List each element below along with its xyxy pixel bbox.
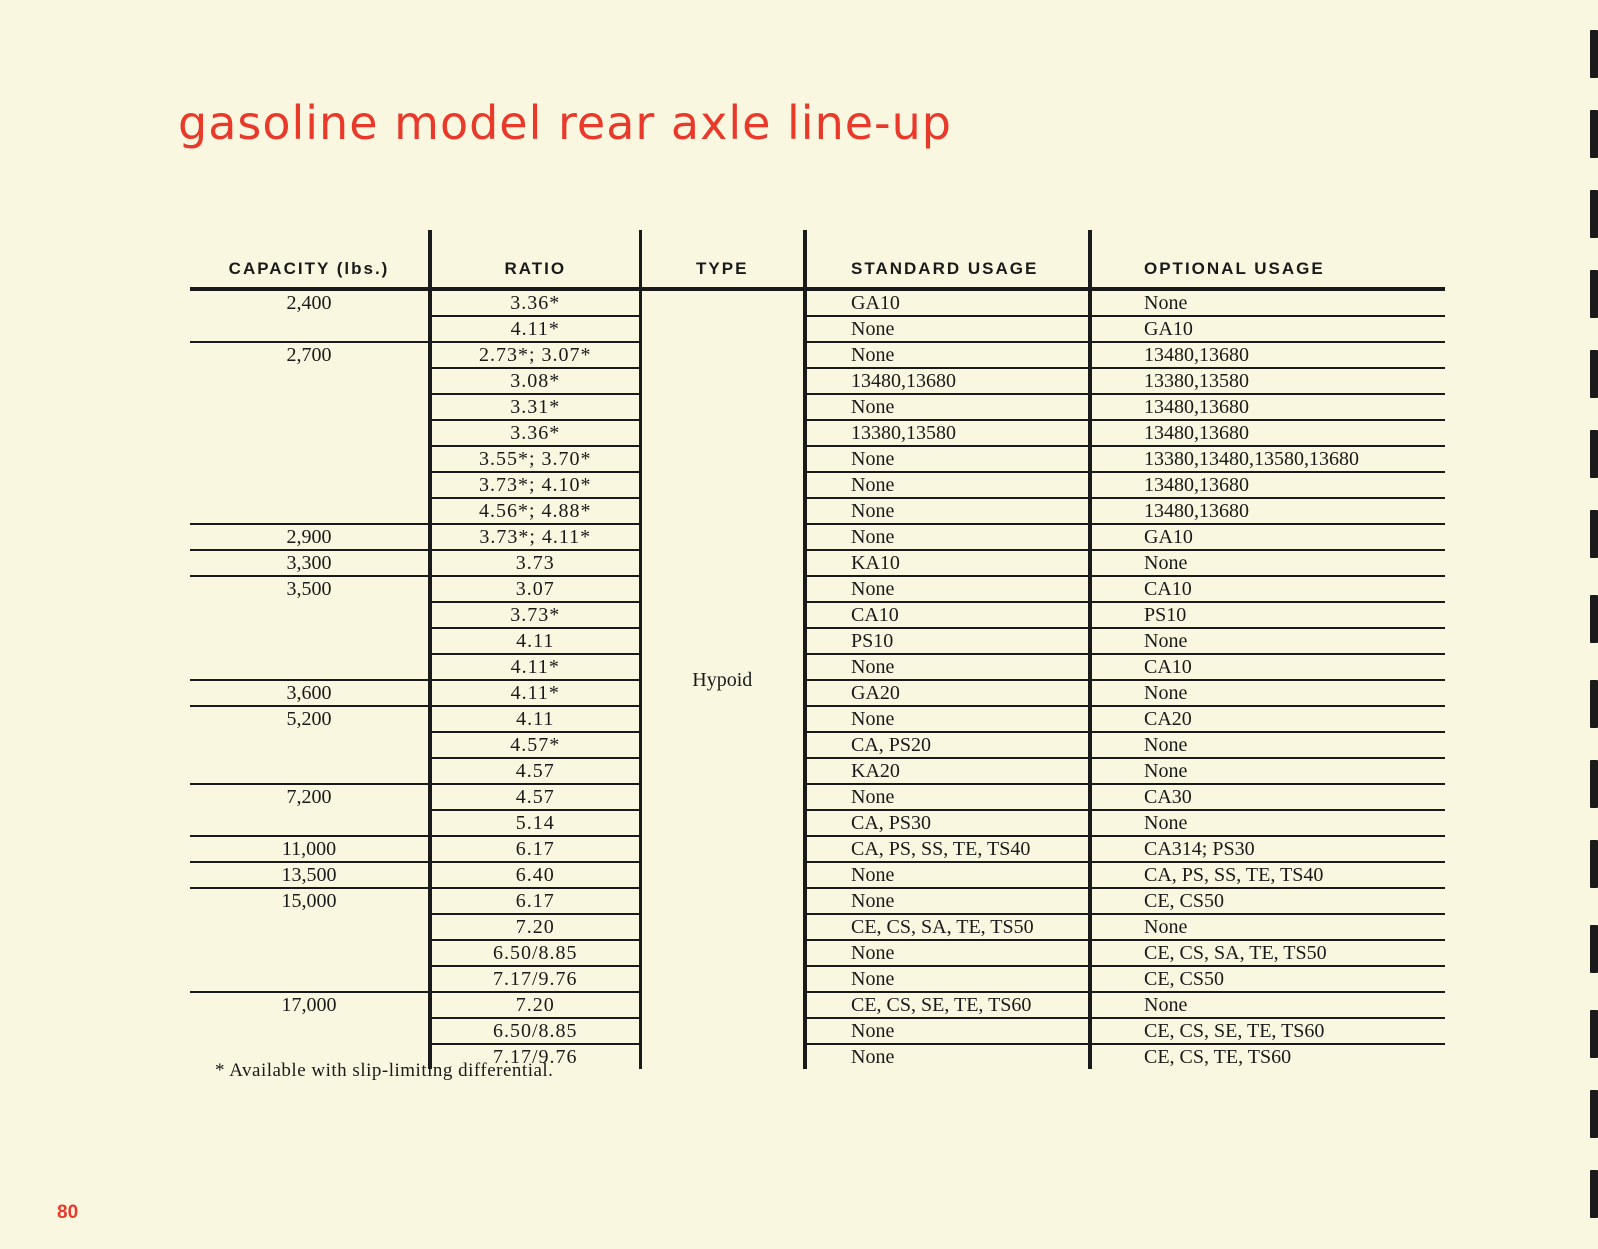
- standard-usage-cell: None: [805, 446, 1090, 472]
- capacity-cell: 3,500: [286, 578, 332, 600]
- optional-usage-cell: CE, CS, SA, TE, TS50: [1090, 940, 1445, 966]
- standard-usage-cell: CA, PS30: [805, 810, 1090, 836]
- ratio-cell: 3.07: [430, 576, 640, 602]
- standard-usage-cell: KA10: [805, 550, 1090, 576]
- table-row: [190, 992, 1445, 1018]
- header-type: TYPE: [640, 230, 805, 289]
- capacity-cell: 15,000: [281, 890, 337, 912]
- capacity-cell: 2,400: [286, 292, 332, 314]
- optional-usage-cell: None: [1090, 289, 1445, 316]
- table-row: [190, 602, 1445, 628]
- optional-usage-cell: None: [1090, 628, 1445, 654]
- capacity-cell: 2,900: [190, 524, 430, 550]
- page-number: 80: [57, 1202, 79, 1223]
- standard-usage-cell: None: [805, 862, 1090, 888]
- standard-usage-cell: PS10: [805, 628, 1090, 654]
- table-row: [190, 289, 1445, 316]
- optional-usage-cell: 13480,13680: [1090, 498, 1445, 524]
- optional-usage-cell: 13380,13480,13580,13680: [1090, 446, 1445, 472]
- ratio-cell: 6.17: [430, 836, 640, 862]
- capacity-cell: [190, 472, 430, 498]
- capacity-cell: 3,300: [190, 550, 430, 576]
- ratio-cell: 2.73*; 3.07*: [430, 342, 640, 368]
- ratio-cell: 3.73*; 4.11*: [430, 524, 640, 550]
- table-row: [190, 862, 1445, 888]
- optional-usage-cell: None: [1090, 914, 1445, 940]
- table-row: [190, 576, 1445, 602]
- axle-table: [190, 230, 1445, 1069]
- ratio-cell: 4.11: [430, 628, 640, 654]
- optional-usage-cell: None: [1090, 992, 1445, 1018]
- capacity-cell: [190, 420, 430, 446]
- standard-usage-cell: None: [805, 1018, 1090, 1044]
- optional-usage-cell: None: [1090, 810, 1445, 836]
- ratio-cell: 6.40: [430, 862, 640, 888]
- standard-usage-cell: 13380,13580: [805, 420, 1090, 446]
- table-header-row: [190, 230, 1445, 289]
- header-standard-usage: STANDARD USAGE: [805, 230, 1090, 289]
- ratio-cell: 7.17/9.76: [430, 966, 640, 992]
- optional-usage-cell: None: [1090, 732, 1445, 758]
- table-row: [190, 628, 1445, 654]
- table-row: [190, 316, 1445, 342]
- optional-usage-cell: CA10: [1090, 654, 1445, 680]
- capacity-cell: [190, 628, 430, 654]
- standard-usage-cell: None: [805, 498, 1090, 524]
- standard-usage-cell: CA10: [805, 602, 1090, 628]
- table-row: [190, 940, 1445, 966]
- ratio-cell: 7.20: [430, 914, 640, 940]
- standard-usage-cell: None: [805, 1044, 1090, 1069]
- ratio-cell: 3.55*; 3.70*: [430, 446, 640, 472]
- optional-usage-cell: CA20: [1090, 706, 1445, 732]
- table-row: [190, 524, 1445, 550]
- ratio-cell: 3.73: [430, 550, 640, 576]
- ratio-cell: 4.11*: [430, 680, 640, 706]
- ratio-cell: 6.17: [430, 888, 640, 914]
- ratio-cell: 6.50/8.85: [430, 940, 640, 966]
- optional-usage-cell: CE, CS50: [1090, 888, 1445, 914]
- capacity-cell: [190, 446, 430, 472]
- capacity-cell: [190, 316, 430, 342]
- capacity-cell: [190, 1018, 430, 1044]
- optional-usage-cell: 13480,13680: [1090, 420, 1445, 446]
- header-ratio: RATIO: [430, 230, 640, 289]
- optional-usage-cell: 13480,13680: [1090, 472, 1445, 498]
- table-row: [190, 758, 1445, 784]
- standard-usage-cell: None: [805, 524, 1090, 550]
- standard-usage-cell: None: [805, 472, 1090, 498]
- standard-usage-cell: None: [805, 576, 1090, 602]
- capacity-cell: [190, 914, 430, 940]
- table-row: [190, 420, 1445, 446]
- page-title: gasoline model rear axle line-up: [178, 96, 952, 150]
- ratio-cell: 3.73*: [430, 602, 640, 628]
- standard-usage-cell: CE, CS, SE, TE, TS60: [805, 992, 1090, 1018]
- optional-usage-cell: 13380,13580: [1090, 368, 1445, 394]
- capacity-cell: [190, 966, 430, 992]
- table-row: [190, 914, 1445, 940]
- header-capacity: CAPACITY (lbs.): [190, 230, 430, 289]
- type-cell: Hypoid: [692, 669, 753, 691]
- standard-usage-cell: None: [805, 940, 1090, 966]
- standard-usage-cell: CA, PS, SS, TE, TS40: [805, 836, 1090, 862]
- capacity-cell: [190, 758, 430, 784]
- optional-usage-cell: CE, CS, SE, TE, TS60: [1090, 1018, 1445, 1044]
- table-row: [190, 836, 1445, 862]
- table-body: [190, 289, 1445, 1069]
- ratio-cell: 4.11*: [430, 654, 640, 680]
- standard-usage-cell: GA10: [805, 289, 1090, 316]
- optional-usage-cell: CE, CS, TE, TS60: [1144, 1046, 1292, 1068]
- standard-usage-cell: None: [805, 888, 1090, 914]
- table-row: [190, 472, 1445, 498]
- binding-edge: [1584, 0, 1598, 1249]
- optional-usage-cell: GA10: [1090, 524, 1445, 550]
- ratio-cell: 3.08*: [430, 368, 640, 394]
- standard-usage-cell: GA20: [805, 680, 1090, 706]
- table-row: [190, 498, 1445, 524]
- table-row: [190, 368, 1445, 394]
- capacity-cell: [190, 940, 430, 966]
- table-row: [190, 784, 1445, 810]
- capacity-cell: [190, 654, 430, 680]
- capacity-cell: 3,600: [190, 680, 430, 706]
- standard-usage-cell: None: [805, 706, 1090, 732]
- standard-usage-cell: None: [805, 316, 1090, 342]
- ratio-cell: 3.31*: [430, 394, 640, 420]
- capacity-cell: [190, 368, 430, 394]
- capacity-cell: 17,000: [281, 994, 337, 1016]
- capacity-cell: 7,200: [286, 786, 332, 808]
- header-optional-usage: OPTIONAL USAGE: [1090, 230, 1445, 289]
- table-row: [190, 1018, 1445, 1044]
- optional-usage-cell: CA, PS, SS, TE, TS40: [1090, 862, 1445, 888]
- optional-usage-cell: CA30: [1090, 784, 1445, 810]
- axle-table-container: [190, 230, 1445, 1069]
- ratio-cell: 3.73*; 4.10*: [430, 472, 640, 498]
- capacity-cell: 5,200: [286, 708, 332, 730]
- table-row: [190, 732, 1445, 758]
- standard-usage-cell: None: [805, 966, 1090, 992]
- standard-usage-cell: CE, CS, SA, TE, TS50: [805, 914, 1090, 940]
- optional-usage-cell: None: [1090, 550, 1445, 576]
- ratio-cell: 6.50/8.85: [430, 1018, 640, 1044]
- optional-usage-cell: 13480,13680: [1090, 342, 1445, 368]
- table-row: [190, 342, 1445, 368]
- table-row: [190, 446, 1445, 472]
- standard-usage-cell: None: [805, 784, 1090, 810]
- capacity-cell: [190, 732, 430, 758]
- ratio-cell: 7.17/9.76: [430, 1044, 640, 1069]
- table-row: [190, 706, 1445, 732]
- table-row: [190, 680, 1445, 706]
- optional-usage-cell: GA10: [1090, 316, 1445, 342]
- optional-usage-cell: 13480,13680: [1090, 394, 1445, 420]
- ratio-cell: 3.36*: [430, 420, 640, 446]
- table-row: [190, 810, 1445, 836]
- ratio-cell: 4.56*; 4.88*: [430, 498, 640, 524]
- footnote: * Available with slip-limiting differential.: [215, 1060, 554, 1081]
- optional-usage-cell: PS10: [1090, 602, 1445, 628]
- optional-usage-cell: CA314; PS30: [1090, 836, 1445, 862]
- capacity-cell: [190, 810, 430, 836]
- capacity-cell: 13,500: [190, 862, 430, 888]
- ratio-cell: 4.11*: [430, 316, 640, 342]
- table-row: [190, 394, 1445, 420]
- optional-usage-cell: CA10: [1090, 576, 1445, 602]
- ratio-cell: 4.57: [430, 758, 640, 784]
- capacity-cell: 11,000: [190, 836, 430, 862]
- standard-usage-cell: KA20: [805, 758, 1090, 784]
- optional-usage-cell: None: [1090, 758, 1445, 784]
- capacity-cell: [190, 602, 430, 628]
- capacity-cell: [190, 498, 430, 524]
- optional-usage-cell: None: [1090, 680, 1445, 706]
- standard-usage-cell: None: [805, 342, 1090, 368]
- ratio-cell: 4.11: [430, 706, 640, 732]
- ratio-cell: 4.57: [430, 784, 640, 810]
- table-row: [190, 654, 1445, 680]
- optional-usage-cell: CE, CS50: [1090, 966, 1445, 992]
- standard-usage-cell: 13480,13680: [805, 368, 1090, 394]
- ratio-cell: 5.14: [430, 810, 640, 836]
- table-row: [190, 966, 1445, 992]
- standard-usage-cell: None: [805, 654, 1090, 680]
- table-row: [190, 888, 1445, 914]
- ratio-cell: 4.57*: [430, 732, 640, 758]
- ratio-cell: 3.36*: [430, 289, 640, 316]
- standard-usage-cell: CA, PS20: [805, 732, 1090, 758]
- capacity-cell: 2,700: [286, 344, 332, 366]
- ratio-cell: 7.20: [430, 992, 640, 1018]
- table-row: [190, 550, 1445, 576]
- capacity-cell: [190, 394, 430, 420]
- standard-usage-cell: None: [805, 394, 1090, 420]
